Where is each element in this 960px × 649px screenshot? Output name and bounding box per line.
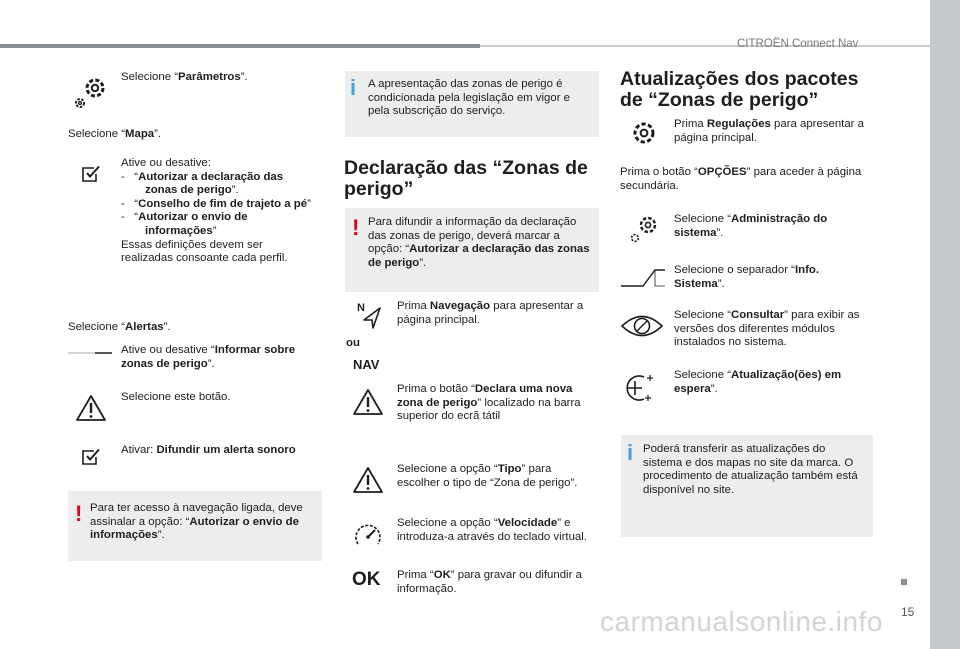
activate-item-declaracao: - “Autorizar a declaração das zonas de perigo”. <box>121 170 284 197</box>
settings-gear-icon <box>629 118 659 148</box>
step-difundir-alerta: Ativar: Difundir um alerta sonoro <box>121 444 296 456</box>
warning-exclamation-icon: ! <box>352 215 360 240</box>
section-heading-atualizacoes: Atualizações dos pacotes de “Zonas de perigo” <box>620 68 859 111</box>
activate-options-block <box>121 157 316 266</box>
watermark-text: carmanualsonline.info <box>600 606 883 637</box>
step-separador-info-sistema: Selecione o separador “Info. Sistema”. <box>674 264 819 290</box>
info-transferir-text: Poderá transferir as atualizações do sistema e dos mapas no site da marca. O procedimento de atualização também está disponível no site. <box>643 443 858 496</box>
warning-exclamation-icon: ! <box>75 501 83 526</box>
nav-button-label: NAV <box>353 357 380 372</box>
activate-intro: Ative ou desative: <box>121 157 211 169</box>
speedometer-icon <box>352 520 384 548</box>
step-consultar-versoes: Selecione “Consultar” para exibir as versões dos diferentes módulos instalados no sistema. <box>674 309 860 349</box>
tab-separator-icon <box>621 268 665 288</box>
ok-button-label: OK <box>352 569 381 590</box>
warning-navegacao-text: Para ter acesso à navegação ligada, deve assinalar a opção: “Autorizar o envio de informações”. <box>90 502 303 542</box>
brand-label: CITROËN Connect Nav <box>737 38 859 50</box>
svg-text:N: N <box>357 302 365 314</box>
step-administracao-sistema: Selecione “Administração do sistema”. <box>674 213 828 239</box>
activate-note: Essas definições devem ser realizadas consoante cada perfil. <box>121 238 288 265</box>
info-icon: i <box>627 440 634 465</box>
page-edge-tab <box>930 0 960 649</box>
eye-icon <box>620 313 664 339</box>
section-heading-declaracao: Declaração das “Zonas de perigo” <box>344 157 588 200</box>
info-legislacao-text: A apresentação das zonas de perigo é condicionada pela legislação em vigor e pela subscrição do serviço. <box>368 78 570 118</box>
step-prima-opcoes: Prima o botão “OPÇÕES” para aceder à página secundária. <box>620 166 862 192</box>
header-rule-light <box>480 45 930 47</box>
activate-item-envio: - “Autorizar o envio de informações” <box>121 211 248 237</box>
step-prima-ok: Prima “OK” para gravar ou difundir a informação. <box>397 569 582 595</box>
update-waiting-icon <box>622 371 660 405</box>
page-number: 15 <box>901 605 915 619</box>
activate-item-conselho: - “Conselho de fim de trajeto a pé” <box>121 197 311 210</box>
step-select-alertas: Selecione “Alertas”. <box>68 321 171 333</box>
info-icon: i <box>350 75 357 100</box>
toggle-line-icon <box>68 350 112 356</box>
warning-triangle-icon <box>352 466 384 494</box>
warning-triangle-icon <box>75 394 107 422</box>
or-label: ou <box>346 337 360 349</box>
step-opcao-tipo: Selecione a opção “Tipo” para escolher o tipo de “Zona de perigo”. <box>397 463 578 489</box>
step-select-mapa: Selecione “Mapa”. <box>68 128 162 140</box>
step-informar-zonas: Ative ou desative “Informar sobre zonas de perigo”. <box>121 344 296 370</box>
step-select-parametros: Selecione “Parâmetros”. <box>121 71 248 83</box>
step-atualizacoes-em-espera: Selecione “Atualização(ões) em espera”. <box>674 369 842 395</box>
step-declara-nova-zona: Prima o botão “Declara uma nova zona de perigo” localizado na barra superior do ecrã tátil <box>397 383 581 423</box>
warning-declaracao-text: Para difundir a informação da declaração das zonas de perigo, deverá marcar a opção: “Autorizar a declaração das zonas de perigo”. <box>368 216 590 269</box>
navigation-arrow-icon <box>352 300 384 330</box>
settings-gears-icon <box>72 71 112 111</box>
checkbox-icon <box>80 164 102 184</box>
step-select-button: Selecione este botão. <box>121 391 231 403</box>
warning-triangle-icon <box>352 388 384 416</box>
header-rule-dark <box>0 44 480 48</box>
end-marker <box>901 579 907 585</box>
step-prima-navegacao: Prima Navegação para apresentar a página principal. <box>397 300 584 326</box>
step-prima-regulacoes: Prima Regulações para apresentar a página principal. <box>674 118 864 144</box>
step-opcao-velocidade: Selecione a opção “Velocidade” e introduza-a através do teclado virtual. <box>397 517 587 543</box>
settings-gears-icon <box>628 211 662 245</box>
checkbox-icon <box>80 447 102 467</box>
